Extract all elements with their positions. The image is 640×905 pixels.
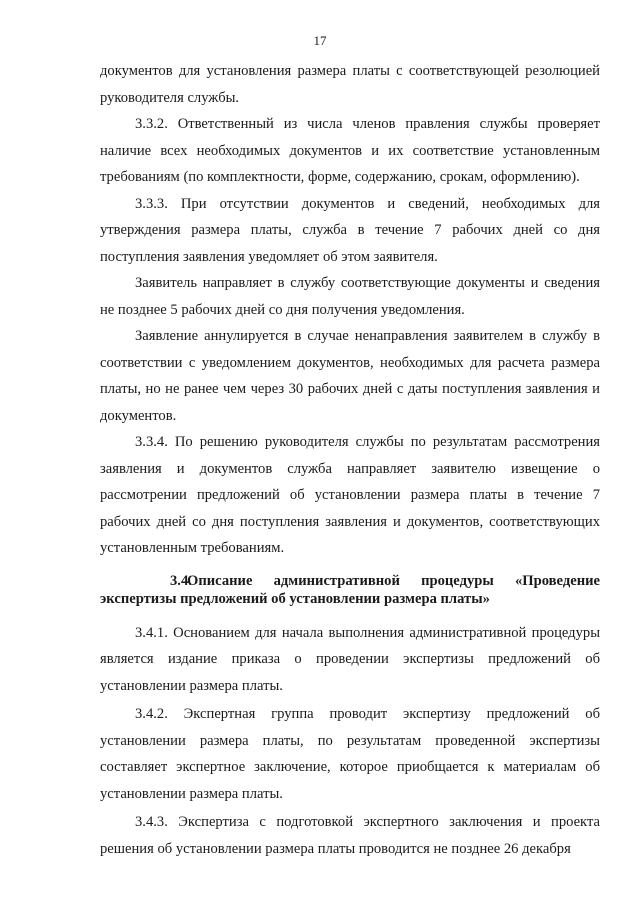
paragraph-3-4-3: 3.4.3. Экспертиза с подготовкой экспертного заключения и проекта решения об установлении размера платы проводится не позднее 26 декабря xyxy=(100,814,600,857)
document-body xyxy=(100,58,600,862)
section-heading-3-4 xyxy=(100,572,600,608)
paragraph-application-cancelled: Заявление аннулируется в случае ненаправления заявителем в службу в соответствии с уведомлением документов, необходимых для расчета размера платы, но не ранее чем через 30 рабочих дней с даты поступления заявления и документов. xyxy=(100,328,600,424)
paragraph-3-3-4: 3.3.4. По решению руководителя службы по результатам рассмотрения заявления и документов служба направляет заявителю извещение о рассмотрении предложений об установлении размера платы в течение 7 рабочих дней со дня поступления заявления и документов, соответствующих установленным требованиям. xyxy=(100,434,600,556)
paragraph-continuation: документов для установления размера платы с соответствующей резолюцией руководителя службы. xyxy=(100,63,600,106)
section-title: Описание административной процедуры «Проведение экспертизы предложений об установлении размера платы» xyxy=(100,572,600,607)
paragraph-applicant-sends: Заявитель направляет в службу соответствующие документы и сведения не позднее 5 рабочих дней со дня получения уведомления. xyxy=(100,275,600,318)
paragraph-3-4-1: 3.4.1. Основанием для начала выполнения административной процедуры является издание приказа о проведении экспертизы предложений об установлении размера платы. xyxy=(100,624,600,694)
section-number: 3.4. xyxy=(170,572,192,589)
paragraph-3-3-3: 3.3.3. При отсутствии документов и сведений, необходимых для утверждения размера платы, служба в течение 7 рабочих дней со дня поступления заявления уведомляет об этом заявителя. xyxy=(100,195,600,265)
paragraph-3-4-2: 3.4.2. Экспертная группа проводит экспертизу предложений об установлении размера платы, по результатам проведенной экспертизы составляет экспертное заключение, которое приобщается к материалам об установлении размера платы. xyxy=(100,706,600,802)
paragraph-3-3-2: 3.3.2. Ответственный из числа членов правления службы проверяет наличие всех необходимых документов и их соответствие установленным требованиям (по комплектности, форме, содержанию, срокам, оформлению). xyxy=(100,116,600,185)
page-number: 17 xyxy=(313,33,327,48)
